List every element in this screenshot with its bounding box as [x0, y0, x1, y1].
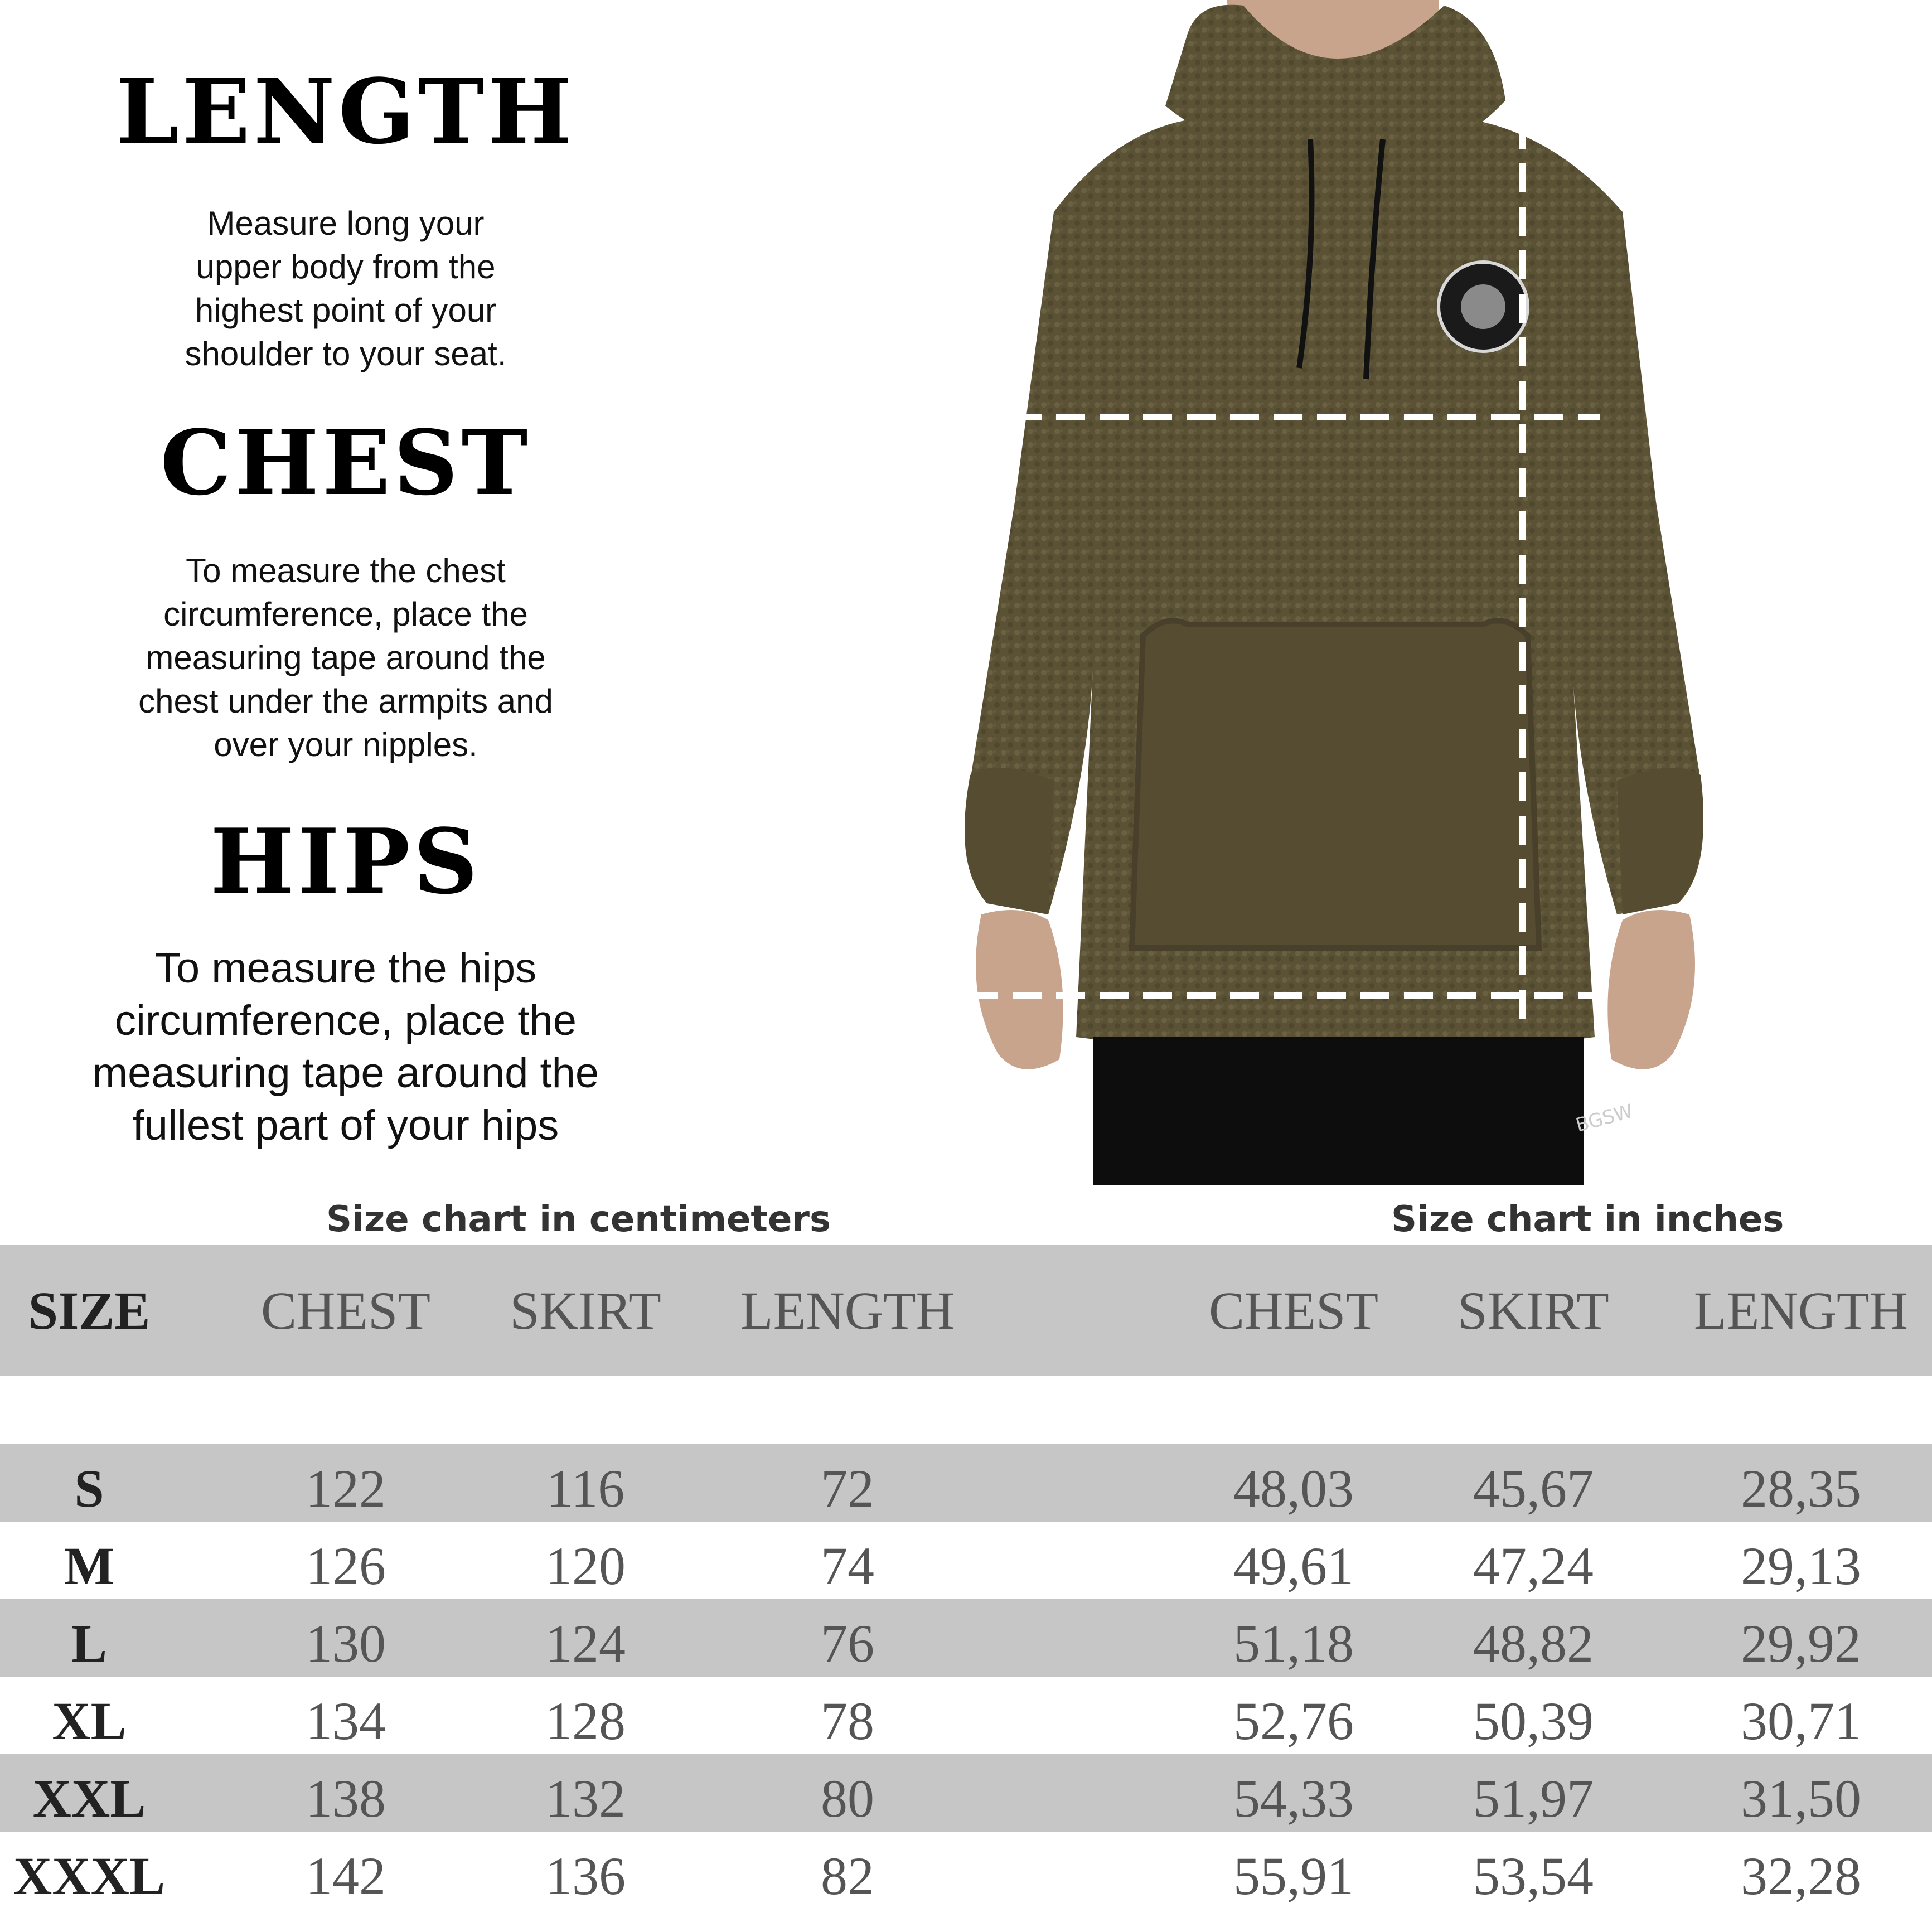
size-cell: XXXL: [13, 1846, 165, 1906]
skirt-cm-cell: 132: [545, 1769, 626, 1828]
length-in-cell: 29,92: [1741, 1614, 1861, 1673]
skirt-in-cell: 50,39: [1473, 1691, 1594, 1751]
table-row: [0, 1677, 1932, 1754]
size-cell: XL: [52, 1691, 127, 1751]
skirt-in-cell: 51,97: [1473, 1769, 1594, 1828]
header-chest-in: CHEST: [1208, 1281, 1379, 1340]
chest-in-cell: 54,33: [1233, 1769, 1354, 1828]
length-in-cell: 32,28: [1741, 1846, 1861, 1906]
size-cell: M: [64, 1536, 115, 1596]
skirt-cm-cell: 124: [545, 1614, 626, 1673]
chest-description: To measure the chest circumference, place the measuring tape around the chest under the armpits and over your nipples.: [138, 552, 553, 763]
skirt-cm-cell: 116: [546, 1459, 625, 1518]
length-cm-cell: 76: [821, 1614, 874, 1673]
skirt-cm-cell: 128: [545, 1691, 626, 1751]
chest-in-cell: 48,03: [1233, 1459, 1354, 1518]
table-row: [0, 1522, 1932, 1599]
hips-description: To measure the hips circumference, place the measuring tape around the fullest part of your hips: [92, 945, 599, 1149]
table-row: [0, 1599, 1932, 1677]
chest-cm-cell: 138: [306, 1769, 386, 1828]
chest-cm-cell: 130: [306, 1614, 386, 1673]
table-row: [0, 1754, 1932, 1832]
length-cm-cell: 80: [821, 1769, 874, 1828]
length-description: Measure long your upper body from the highest point of your shoulder to your seat.: [185, 205, 507, 372]
skirt-in-cell: 47,24: [1473, 1536, 1594, 1596]
chest-cm-cell: 126: [306, 1536, 386, 1596]
header-skirt-in: SKIRT: [1458, 1281, 1609, 1340]
chest-in-cell: 51,18: [1233, 1614, 1354, 1673]
size-cell: S: [74, 1459, 104, 1518]
hoodie-measurement-photo: [853, 0, 1823, 1185]
pants-logo: BGSW: [1573, 1100, 1636, 1137]
caption-centimeters: Size chart in centimeters: [326, 1199, 831, 1240]
size-cell: L: [71, 1614, 108, 1673]
size-cell: XXL: [32, 1769, 146, 1828]
skirt-cm-cell: 136: [545, 1846, 626, 1906]
length-in-cell: 29,13: [1741, 1536, 1861, 1596]
length-in-cell: 30,71: [1741, 1691, 1861, 1751]
length-cm-cell: 74: [821, 1536, 874, 1596]
chest-in-cell: 49,61: [1233, 1536, 1354, 1596]
length-cm-cell: 78: [821, 1691, 874, 1751]
chest-cm-cell: 142: [306, 1846, 386, 1906]
table-row: [0, 1444, 1932, 1522]
chest-cm-cell: 134: [306, 1691, 386, 1751]
chest-cm-cell: 122: [306, 1459, 386, 1518]
header-size: SIZE: [28, 1281, 151, 1340]
length-in-cell: 28,35: [1741, 1459, 1861, 1518]
skirt-in-cell: 48,82: [1473, 1614, 1594, 1673]
length-cm-cell: 82: [821, 1846, 874, 1906]
table-row: [0, 1832, 1932, 1909]
chest-in-cell: 55,91: [1233, 1846, 1354, 1906]
chest-in-cell: 52,76: [1233, 1691, 1354, 1751]
caption-inches: Size chart in inches: [1391, 1199, 1784, 1240]
hips-heading: HIPS: [210, 809, 481, 914]
header-length-cm: LENGTH: [740, 1281, 955, 1340]
length-heading: LENGTH: [116, 59, 575, 164]
chest-heading: CHEST: [160, 410, 531, 515]
length-in-cell: 31,50: [1741, 1769, 1861, 1828]
length-cm-cell: 72: [821, 1459, 874, 1518]
header-chest-cm: CHEST: [260, 1281, 431, 1340]
skirt-in-cell: 45,67: [1473, 1459, 1594, 1518]
header-skirt-cm: SKIRT: [510, 1281, 661, 1340]
skirt-cm-cell: 120: [545, 1536, 626, 1596]
header-length-in: LENGTH: [1694, 1281, 1908, 1340]
skirt-in-cell: 53,54: [1473, 1846, 1594, 1906]
